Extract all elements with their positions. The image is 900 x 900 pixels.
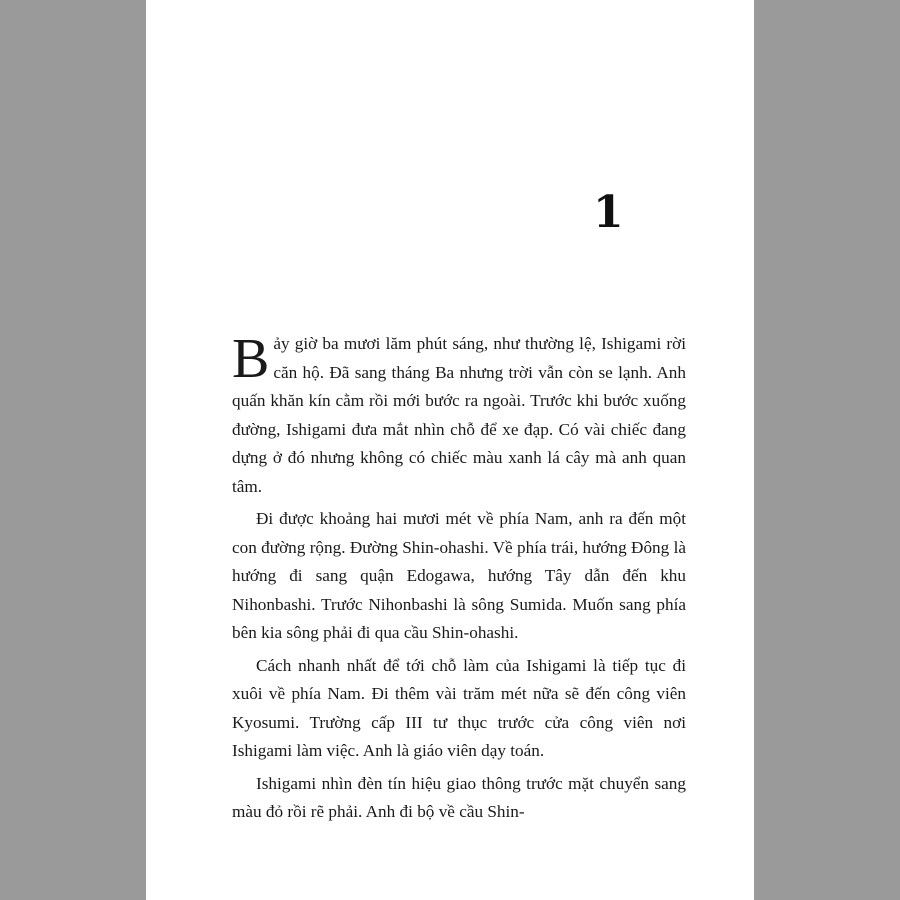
paragraph: Đi được khoảng hai mươi mét về phía Nam, anh ra đến một con đường rộng. Đường Shin-ohashi. Về phía trái, hướng Đông là hướng đi sang quận Edogawa, hướng Tây dẫn đến khu Nihonbashi. Trước Nihonbashi là sông Sumida. Muốn sang phía bên kia sông phải đi qua cầu Shin-ohashi. xyxy=(232,509,686,642)
paragraph: Ishigami nhìn đèn tín hiệu giao thông trước mặt chuyển sang màu đỏ rồi rẽ phải. Anh đi bộ về cầu Shin- xyxy=(232,773,686,821)
paragraph-text: ảy giờ ba mươi lăm phút sáng, như thường lệ, Ishigami rời căn hộ. Đã sang tháng Ba nhưng trời vẫn còn se lạnh. Anh quấn khăn kín cằm rồi mới bước ra ngoài. Trước khi bước xuống đường, Ishigami đưa mắt nhìn chỗ để xe đạp. Có vài chiếc đang dựng ở đó nhưng không có chiếc màu xanh lá cây mà anh quan tâm. xyxy=(232,334,686,496)
drop-cap: B xyxy=(232,328,270,390)
paragraph xyxy=(232,330,686,501)
chapter-number: 1 xyxy=(593,187,624,238)
paragraph: Cách nhanh nhất để tới chỗ làm của Ishigami là tiếp tục đi xuôi về phía Nam. Đi thêm vài trăm mét nữa sẽ đến công viên Kyosumi. Trường cấp III tư thục trước cửa công viên nơi Ishigami làm việc. Anh là giáo viên dạy toán. xyxy=(232,655,686,760)
book-page xyxy=(146,0,754,900)
chapter-body xyxy=(232,330,686,831)
